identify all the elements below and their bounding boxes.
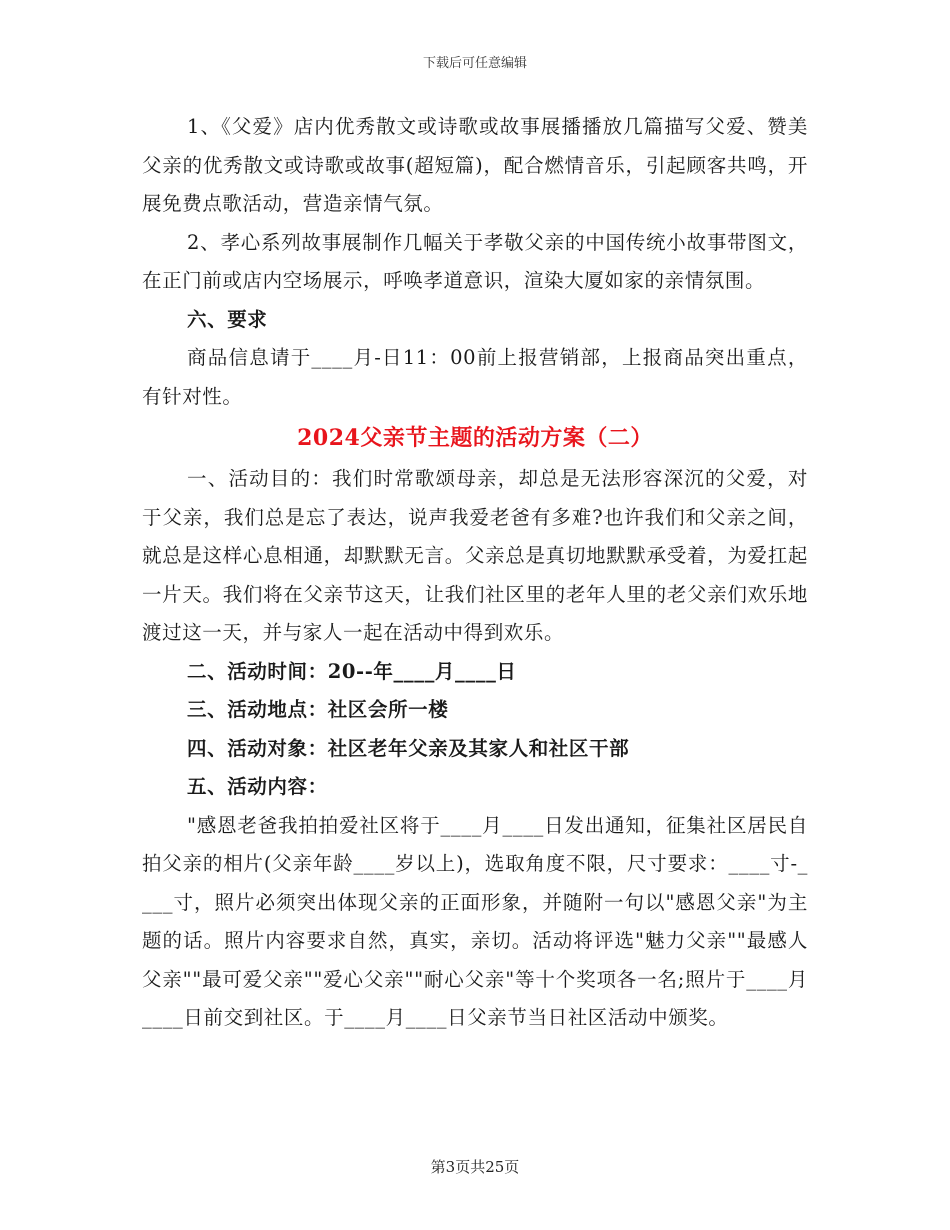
paragraph-requirements: 商品信息请于____月-日11：00前上报营销部，上报商品突出重点，有针对性。: [142, 346, 808, 408]
heading-activity-content: 五、活动内容：: [187, 775, 328, 798]
section-title: 2024父亲节主题的活动方案（二）: [297, 425, 653, 451]
document-body: [142, 108, 808, 1038]
heading-activity-audience: 四、活动对象：社区老年父亲及其家人和社区干部: [187, 736, 630, 760]
paragraph-activity-content: "感恩老爸我拍拍爱社区将于____月____日发出通知，征集社区居民自拍父亲的相片(父亲年龄____岁以上)，选取角度不限，尺寸要求：____寸-____寸，照片必须突出体现父亲的正面形象，并随附一句以"感恩父亲"为主题的话。照片内容要求自然，真实，亲切。活动将评选"魅力父亲""最感人父亲""最可爱父亲""爱心父亲""耐心父亲"等十个奖项各一名;照片于____月____日前交到社区。于____月____日父亲节当日社区活动中颁奖。: [142, 813, 808, 1029]
page-footer: 第3页共25页: [430, 1158, 520, 1176]
heading-requirements: 六、要求: [187, 307, 268, 331]
heading-activity-time: 二、活动时间：20--年____月____日: [187, 659, 517, 683]
heading-activity-location: 三、活动地点：社区会所一楼: [187, 698, 449, 721]
paragraph-father-love-broadcast: 1、《父爱》店内优秀散文或诗歌或故事展播播放几篇描写父爱、赞美父亲的优秀散文或诗歌或故事(超短篇)，配合燃情音乐，引起顾客共鸣，开展免费点歌活动，营造亲情气氛。: [142, 115, 808, 215]
paragraph-activity-purpose: 一、活动目的：我们时常歌颂母亲，却总是无法形容深沉的父爱，对于父亲，我们总是忘了表达，说声我爱老爸有多难?也许我们和父亲之间，就总是这样心息相通，却默默无言。父亲总是真切地默默承受着，为爱扛起一片天。我们将在父亲节这天，让我们社区里的老年人里的老父亲们欢乐地渡过这一天，并与家人一起在活动中得到欢乐。: [142, 467, 808, 644]
paragraph-filial-story-exhibit: 2、孝心系列故事展制作几幅关于孝敬父亲的中国传统小故事带图文，在正门前或店内空场展示，呼唤孝道意识，渲染大厦如家的亲情氛围。: [142, 230, 808, 292]
page-header: 下载后可任意编辑: [422, 56, 527, 71]
